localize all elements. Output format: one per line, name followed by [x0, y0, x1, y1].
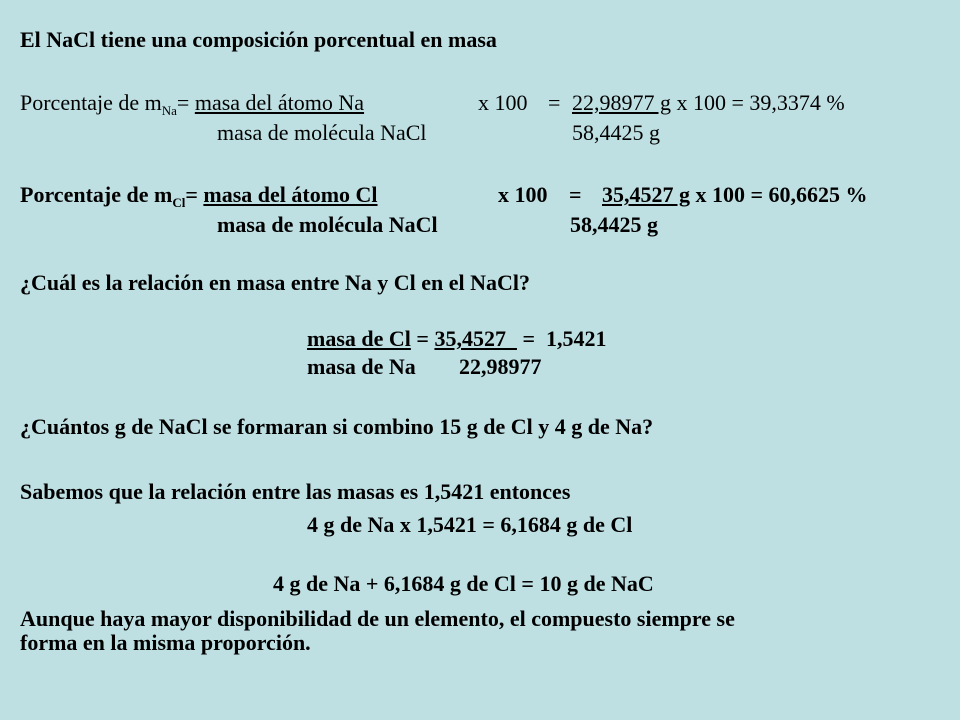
- cl-numerator: masa del átomo Cl: [203, 182, 378, 207]
- na-result: x 100 = 39,3374 %: [671, 90, 845, 115]
- question-grams: ¿Cuántos g de NaCl se formaran si combino 15 g de Cl y 4 g de Na?: [20, 414, 654, 439]
- ratio-denominator-label: masa de Na: [307, 354, 416, 379]
- ratio-numerator-value: 35,4527: [434, 326, 517, 351]
- cl-value-numerator: 35,4527 g: [602, 182, 690, 207]
- na-lead: Porcentaje de m: [20, 90, 162, 115]
- na-value-denominator: 58,4425 g: [572, 120, 660, 145]
- cl-lead: Porcentaje de m: [20, 182, 173, 207]
- statement: Sabemos que la relación entre las masas es 1,5421 entonces: [20, 479, 571, 504]
- na-times-100: x 100: [478, 90, 528, 115]
- ratio-denominator-value: 22,98977: [459, 354, 542, 379]
- cl-denominator: masa de molécula NaCl: [217, 212, 438, 237]
- question-ratio: ¿Cuál es la relación en masa entre Na y Cl en el NaCl?: [20, 270, 531, 295]
- ratio-denominator-row: [307, 354, 607, 380]
- ratio-numerator-row: [307, 326, 606, 352]
- na-eq2: =: [548, 90, 561, 115]
- ratio-eq: =: [410, 326, 435, 351]
- ratio-result: = 1,5421: [516, 326, 607, 351]
- na-value-numerator: 22,98977 g: [572, 90, 671, 115]
- cl-subscript: Cl: [172, 195, 186, 210]
- calc-nacl-mass: 4 g de Na + 6,1684 g de Cl = 10 g de NaC: [273, 571, 654, 596]
- cl-denominator-row: [20, 212, 950, 238]
- na-percentage-formula: [20, 90, 950, 116]
- na-subscript: Na: [161, 103, 177, 118]
- calc-cl-mass: 4 g de Na x 1,5421 = 6,1684 g de Cl: [307, 512, 633, 537]
- cl-percentage-formula: [20, 182, 950, 208]
- na-denominator-row: [20, 120, 950, 146]
- cl-value-denominator: 58,4425 g: [570, 212, 658, 237]
- cl-times-100: x 100: [498, 182, 548, 207]
- conclusion-line-1: Aunque haya mayor disponibilidad de un elemento, el compuesto siempre se: [20, 606, 735, 631]
- cl-eq2: =: [569, 182, 582, 207]
- conclusion-line-2: forma en la misma proporción.: [20, 630, 311, 655]
- na-denominator: masa de molécula NaCl: [217, 120, 427, 145]
- cl-result: x 100 = 60,6625 %: [690, 182, 868, 207]
- na-eq: =: [176, 90, 195, 115]
- cl-eq: =: [185, 182, 204, 207]
- na-numerator: masa del átomo Na: [194, 90, 365, 115]
- heading: El NaCl tiene una composición porcentual en masa: [20, 27, 497, 52]
- ratio-numerator-label: masa de Cl: [307, 326, 411, 351]
